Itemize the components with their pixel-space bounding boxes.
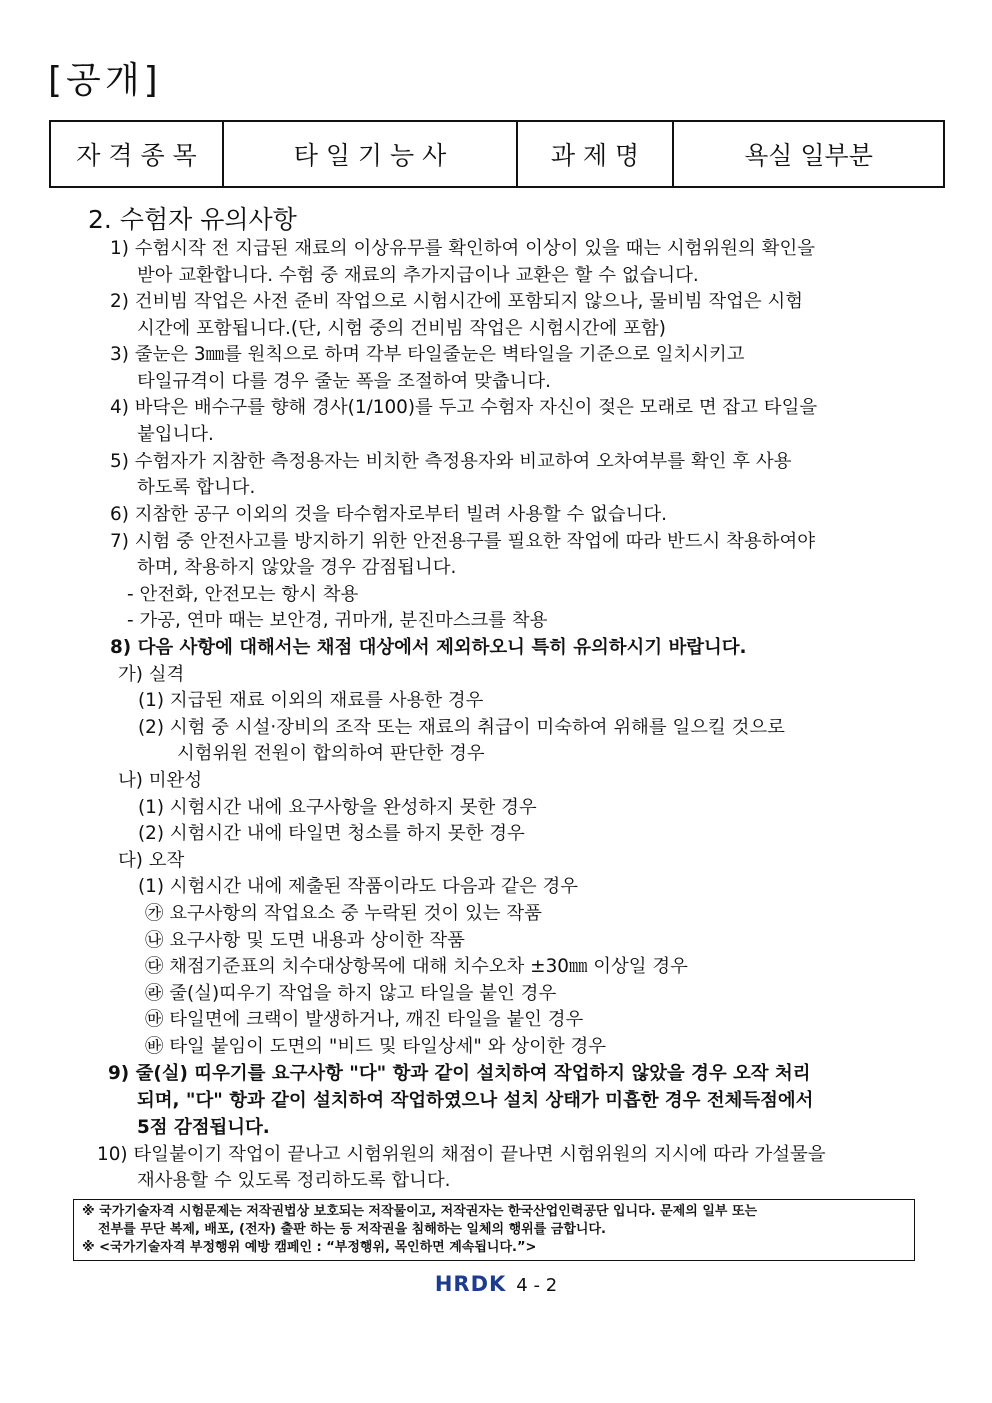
note-line: ㉯ 요구사항 및 도면 내용과 상이한 작품: [145, 930, 465, 951]
field-value: 타 일 기 능 사: [223, 121, 517, 187]
note-line: 되며, "다" 항과 같이 설치하여 작업하였으나 설치 상태가 미흡한 경우 전체득점에서: [137, 1090, 814, 1111]
note-line: ㉱ 줄(실)띠우기 작업을 하지 않고 타일을 붙인 경우: [145, 983, 557, 1004]
note-line: 5점 감점됩니다.: [137, 1117, 270, 1138]
note-line: 5) 수험자가 지참한 측정용자는 비치한 측정용자와 비교하여 오차여부를 확인 후 사용: [110, 451, 792, 472]
note-line: ㉰ 채점기준표의 치수대상항목에 대해 치수오차 ±30㎜ 이상일 경우: [145, 956, 688, 977]
note-line: 9) 줄(실) 띠우기를 요구사항 "다" 항과 같이 설치하여 작업하지 않았을 경우 오작 처리: [108, 1063, 811, 1084]
note-line: (1) 시험시간 내에 제출된 작품이라도 다음과 같은 경우: [138, 876, 579, 897]
note-line: (2) 시험 중 시설·장비의 조작 또는 재료의 취급이 미숙하여 위해를 일으킬 것으로: [138, 717, 785, 738]
note-line: ㉳ 타일 붙임이 도면의 "비드 및 타일상세" 와 상이한 경우: [145, 1036, 606, 1057]
task-label: 과 제 명: [517, 121, 673, 187]
section-title: 2. 수험자 유의사항: [88, 205, 297, 234]
note-line: (2) 시험시간 내에 타일면 청소를 하지 못한 경우: [138, 823, 525, 844]
info-table: [49, 120, 945, 188]
note-line: 7) 시험 중 안전사고를 방지하기 위한 안전용구를 필요한 작업에 따라 반드시 착용하여야: [110, 531, 815, 552]
page-footer: [0, 1272, 992, 1296]
notice-line: ※ 국가기술자격 시험문제는 저작권법상 보호되는 저작물이고, 저작권자는 한국산업인력공단 입니다. 문제의 일부 또는: [82, 1204, 758, 1219]
note-line: (1) 시험시간 내에 요구사항을 완성하지 못한 경우: [138, 797, 537, 818]
notice-line: 전부를 무단 복제, 배포, (전자) 출판 하는 등 저작권을 침해하는 일체의 행위를 금합니다.: [98, 1222, 606, 1237]
copyright-notice: [73, 1199, 915, 1261]
note-line: 재사용할 수 있도록 정리하도록 합니다.: [137, 1170, 451, 1191]
note-line: 붙입니다.: [137, 424, 214, 445]
hrdk-logo: HRDK: [434, 1272, 507, 1296]
note-line: 나) 미완성: [118, 770, 203, 791]
notice-line: ※ <국가기술자격 부정행위 예방 캠페인 : “부정행위, 목인하면 계속됩니다.”>: [82, 1240, 537, 1255]
note-line: 다) 오작: [118, 850, 185, 871]
note-line: ㉲ 타일면에 크랙이 발생하거나, 깨진 타일을 붙인 경우: [145, 1009, 584, 1030]
note-line: 4) 바닥은 배수구를 향해 경사(1/100)를 두고 수험자 자신이 젖은 모래로 면 잡고 타일을: [110, 397, 818, 418]
field-label: 자 격 종 목: [50, 121, 223, 187]
note-line: 1) 수험시작 전 지급된 재료의 이상유무를 확인하여 이상이 있을 때는 시험위원의 확인을: [110, 238, 815, 259]
note-line: 3) 줄눈은 3㎜를 원칙으로 하며 각부 타일줄눈은 벽타일을 기준으로 일치시키고: [110, 344, 745, 365]
note-line: 하도록 합니다.: [137, 477, 256, 498]
note-line: - 가공, 연마 때는 보안경, 귀마개, 분진마스크를 착용: [127, 610, 548, 631]
note-line: 6) 지참한 공구 이외의 것을 타수험자로부터 빌려 사용할 수 없습니다.: [110, 504, 667, 525]
note-line: 타일규격이 다를 경우 줄눈 폭을 조절하여 맞춥니다.: [137, 371, 551, 392]
note-line: 시험위원 전원이 합의하여 판단한 경우: [177, 743, 485, 764]
note-line: 10) 타일붙이기 작업이 끝나고 시험위원의 채점이 끝나면 시험위원의 지시에 따라 가설물을: [97, 1144, 826, 1165]
note-line: 시간에 포함됩니다.(단, 시험 중의 건비빔 작업은 시험시간에 포함): [137, 318, 666, 339]
note-line: ㉮ 요구사항의 작업요소 중 누락된 것이 있는 작품: [145, 903, 542, 924]
note-line: 8) 다음 사항에 대해서는 채점 대상에서 제외하오니 특히 유의하시기 바랍니다.: [110, 637, 747, 658]
note-line: (1) 지급된 재료 이외의 재료를 사용한 경우: [138, 690, 484, 711]
page-number: 4 - 2: [516, 1275, 558, 1296]
note-line: 받아 교환합니다. 수험 중 재료의 추가지급이나 교환은 할 수 없습니다.: [137, 265, 699, 286]
note-line: - 안전화, 안전모는 항시 착용: [127, 584, 359, 605]
document-tag: [공개]: [48, 60, 162, 101]
task-value: 욕실 일부분: [673, 121, 944, 187]
note-line: 가) 실격: [118, 664, 185, 685]
note-line: 하며, 착용하지 않았을 경우 감점됩니다.: [137, 557, 457, 578]
note-line: 2) 건비빔 작업은 사전 준비 작업으로 시험시간에 포함되지 않으나, 물비빔 작업은 시험: [110, 291, 804, 312]
